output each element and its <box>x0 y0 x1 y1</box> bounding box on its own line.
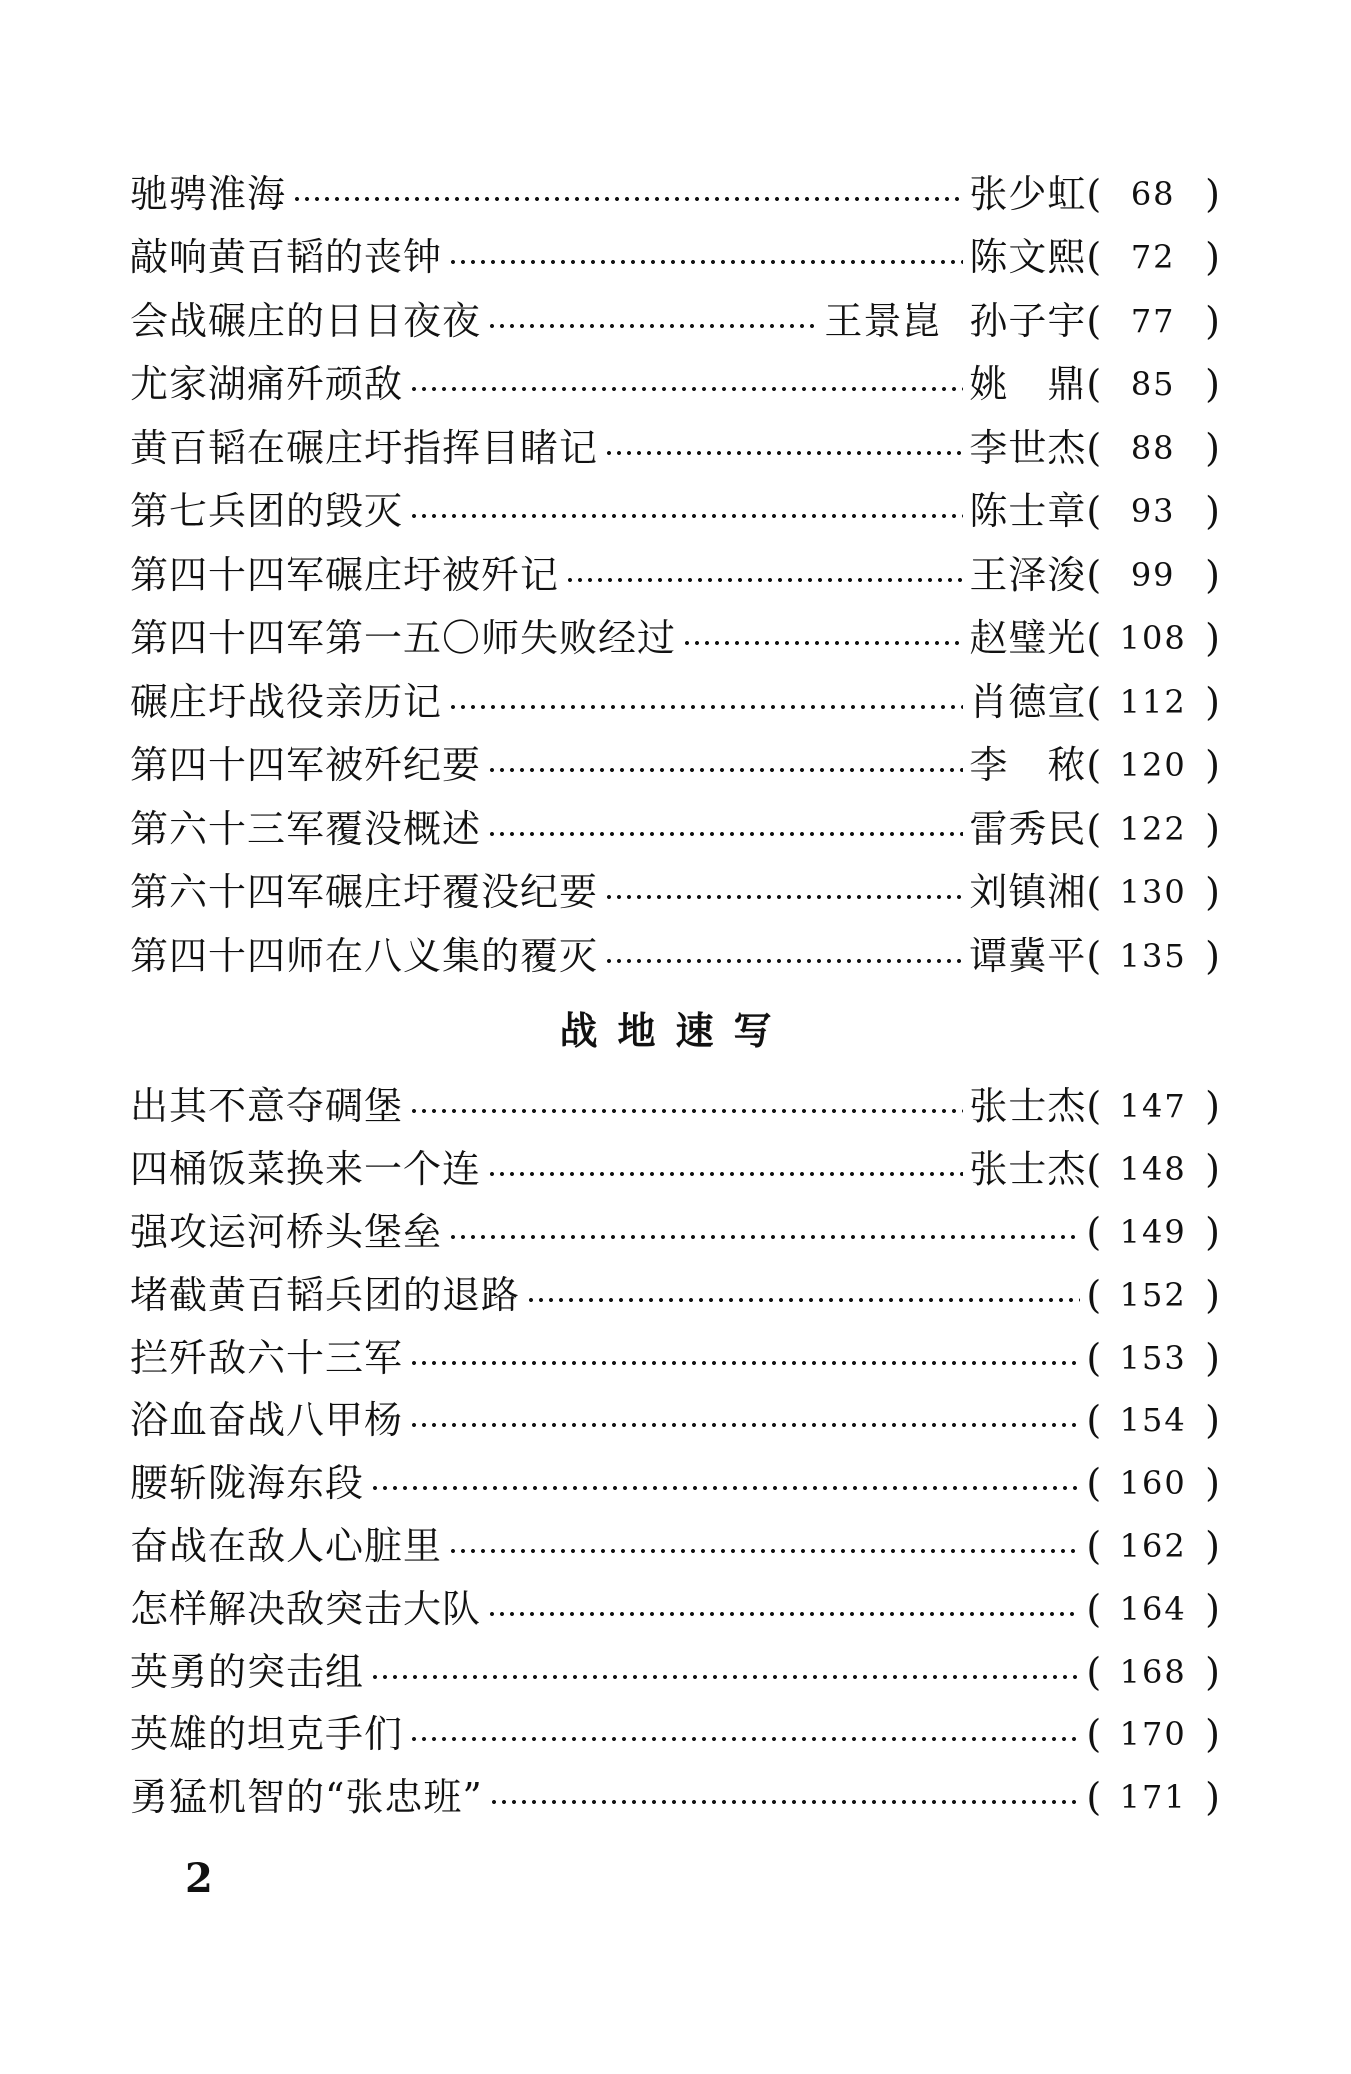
open-paren: ( <box>1086 1586 1102 1631</box>
toc-entry <box>130 1326 1220 1389</box>
entry-author: 谭冀平 <box>969 933 1087 978</box>
page-number: 2 <box>185 1855 213 1902</box>
toc-entry <box>130 1201 1220 1264</box>
toc-entry <box>130 1766 1220 1829</box>
entry-page-number: 171 <box>1119 1778 1187 1817</box>
dot-leader <box>487 322 818 330</box>
entry-page-number: 88 <box>1130 428 1176 467</box>
close-paren: ) <box>1205 1272 1220 1317</box>
toc-list-part2 <box>130 1075 1220 1829</box>
dot-leader <box>565 576 963 584</box>
dot-leader <box>489 1798 1080 1806</box>
entry-title: 第六十四军碾庄圩覆没纪要 <box>130 870 599 915</box>
entry-title: 勇猛机智的“张忠班” <box>130 1775 483 1820</box>
entry-page-number: 147 <box>1119 1087 1187 1126</box>
toc-entry <box>130 670 1220 734</box>
dot-leader <box>370 1484 1080 1492</box>
dot-leader <box>292 195 963 203</box>
entry-author: 姚 鼎 <box>969 362 1087 407</box>
section-heading: 战地速写 <box>559 1009 792 1053</box>
close-paren: ) <box>1205 743 1220 788</box>
entry-page-number: 130 <box>1119 873 1187 912</box>
dot-leader <box>487 1610 1080 1618</box>
entry-page-number: 135 <box>1119 936 1187 975</box>
close-paren: ) <box>1205 235 1220 280</box>
toc-entry <box>130 1703 1220 1766</box>
toc-entry <box>130 861 1220 925</box>
close-paren: ) <box>1205 1209 1220 1254</box>
close-paren: ) <box>1205 489 1220 534</box>
entry-title: 出其不意夺碉堡 <box>130 1084 404 1129</box>
dot-leader <box>448 1233 1080 1241</box>
close-paren: ) <box>1205 298 1220 343</box>
entry-author: 刘镇湘 <box>969 870 1087 915</box>
entry-page-number: 77 <box>1130 301 1176 340</box>
close-paren: ) <box>1205 933 1220 978</box>
entry-page-number: 112 <box>1119 682 1187 721</box>
toc-entry <box>130 1263 1220 1326</box>
entry-page-number: 152 <box>1119 1275 1187 1314</box>
toc-entry <box>130 924 1220 988</box>
open-paren: ( <box>1086 1775 1102 1820</box>
toc-entry <box>130 1640 1220 1703</box>
entry-title: 第七兵团的毁灭 <box>130 489 404 534</box>
close-paren: ) <box>1205 679 1220 724</box>
entry-title: 第四十四军碾庄圩被歼记 <box>130 552 560 597</box>
entry-page-number: 160 <box>1119 1464 1187 1503</box>
entry-page-number: 120 <box>1119 746 1187 785</box>
toc-entry <box>130 1138 1220 1201</box>
open-paren: ( <box>1086 743 1102 788</box>
dot-leader <box>487 1170 963 1178</box>
entry-page-number: 85 <box>1130 365 1176 404</box>
open-paren: ( <box>1086 1147 1102 1192</box>
toc-entry <box>130 1515 1220 1578</box>
toc-entry <box>130 480 1220 544</box>
dot-leader <box>409 1359 1080 1367</box>
entry-title: 会战碾庄的日日夜夜 <box>130 298 482 343</box>
entry-author: 肖德宣 <box>969 679 1087 724</box>
dot-leader <box>409 1421 1080 1429</box>
open-paren: ( <box>1086 425 1102 470</box>
toc-entry <box>130 1452 1220 1515</box>
open-paren: ( <box>1086 552 1102 597</box>
close-paren: ) <box>1205 552 1220 597</box>
entry-page-number: 68 <box>1130 174 1176 213</box>
open-paren: ( <box>1086 1398 1102 1443</box>
dot-leader <box>487 830 963 838</box>
close-paren: ) <box>1205 1775 1220 1820</box>
entry-page-number: 122 <box>1119 809 1187 848</box>
toc-entry <box>130 797 1220 861</box>
close-paren: ) <box>1205 616 1220 661</box>
open-paren: ( <box>1086 362 1102 407</box>
dot-leader <box>487 766 963 774</box>
entry-title: 第六十三军覆没概述 <box>130 806 482 851</box>
dot-leader <box>448 703 963 711</box>
entry-author: 赵璧光 <box>969 616 1087 661</box>
close-paren: ) <box>1205 362 1220 407</box>
close-paren: ) <box>1205 1461 1220 1506</box>
toc-entry <box>130 734 1220 798</box>
entry-title: 堵截黄百韬兵团的退路 <box>130 1272 521 1317</box>
entry-page-number: 170 <box>1119 1715 1187 1754</box>
entry-title: 敲响黄百韬的丧钟 <box>130 235 443 280</box>
close-paren: ) <box>1205 1147 1220 1192</box>
close-paren: ) <box>1205 1649 1220 1694</box>
entry-page-number: 99 <box>1130 555 1176 594</box>
entry-page-number: 93 <box>1130 492 1176 531</box>
close-paren: ) <box>1205 1335 1220 1380</box>
open-paren: ( <box>1086 489 1102 534</box>
entry-title: 英勇的突击组 <box>130 1649 365 1694</box>
entry-author: 王泽浚 <box>969 552 1087 597</box>
dot-leader <box>604 957 963 965</box>
dot-leader <box>604 449 963 457</box>
toc-entry <box>130 226 1220 290</box>
entry-page-number: 72 <box>1130 238 1176 277</box>
entry-title: 腰斩陇海东段 <box>130 1461 365 1506</box>
entry-title: 拦歼敌六十三军 <box>130 1335 404 1380</box>
close-paren: ) <box>1205 1523 1220 1568</box>
toc-entry <box>130 162 1220 226</box>
close-paren: ) <box>1205 1398 1220 1443</box>
entry-title: 驰骋淮海 <box>130 171 287 216</box>
dot-leader <box>409 1735 1080 1743</box>
dot-leader <box>370 1673 1080 1681</box>
close-paren: ) <box>1205 870 1220 915</box>
open-paren: ( <box>1086 933 1102 978</box>
entry-page-number: 149 <box>1119 1212 1187 1251</box>
open-paren: ( <box>1086 1523 1102 1568</box>
open-paren: ( <box>1086 1272 1102 1317</box>
entry-title: 第四十四军被歼纪要 <box>130 743 482 788</box>
toc-entry <box>130 1577 1220 1640</box>
entry-author: 孙子宇 <box>969 298 1087 343</box>
dot-leader <box>448 1547 1080 1555</box>
dot-leader <box>604 893 963 901</box>
close-paren: ) <box>1205 171 1220 216</box>
close-paren: ) <box>1205 806 1220 851</box>
entry-author: 陈士章 <box>969 489 1087 534</box>
dot-leader <box>526 1296 1080 1304</box>
toc-entry <box>130 289 1220 353</box>
toc-entry <box>130 353 1220 417</box>
dot-leader <box>409 385 963 393</box>
open-paren: ( <box>1086 1084 1102 1129</box>
open-paren: ( <box>1086 1335 1102 1380</box>
entry-page-number: 108 <box>1119 619 1187 658</box>
entry-page-number: 153 <box>1119 1338 1187 1377</box>
open-paren: ( <box>1086 870 1102 915</box>
dot-leader <box>448 258 963 266</box>
open-paren: ( <box>1086 679 1102 724</box>
entry-title: 黄百韬在碾庄圩指挥目睹记 <box>130 425 599 470</box>
toc-list-part1 <box>130 162 1220 988</box>
toc-entry <box>130 1389 1220 1452</box>
entry-author: 陈文熙 <box>969 235 1087 280</box>
open-paren: ( <box>1086 616 1102 661</box>
entry-author: 张少虹 <box>969 171 1087 216</box>
dot-leader <box>409 512 963 520</box>
close-paren: ) <box>1205 1084 1220 1129</box>
open-paren: ( <box>1086 806 1102 851</box>
open-paren: ( <box>1086 171 1102 216</box>
entry-title: 第四十四军第一五〇师失败经过 <box>130 616 677 661</box>
entry-coauthor: 王景崑 <box>824 298 942 343</box>
close-paren: ) <box>1205 1586 1220 1631</box>
entry-page-number: 148 <box>1119 1150 1187 1189</box>
entry-title: 尤家湖痛歼顽敌 <box>130 362 404 407</box>
entry-title: 强攻运河桥头堡垒 <box>130 1209 443 1254</box>
open-paren: ( <box>1086 1209 1102 1254</box>
entry-title: 浴血奋战八甲杨 <box>130 1398 404 1443</box>
open-paren: ( <box>1086 298 1102 343</box>
entry-author: 李 秾 <box>969 743 1087 788</box>
dot-leader <box>409 1107 963 1115</box>
entry-title: 怎样解决敌突击大队 <box>130 1586 482 1631</box>
entry-title: 英雄的坦克手们 <box>130 1712 404 1757</box>
toc-entry <box>130 1075 1220 1138</box>
close-paren: ) <box>1205 425 1220 470</box>
entry-author: 雷秀民 <box>969 806 1087 851</box>
open-paren: ( <box>1086 1461 1102 1506</box>
open-paren: ( <box>1086 1712 1102 1757</box>
toc-entry <box>130 416 1220 480</box>
open-paren: ( <box>1086 1649 1102 1694</box>
dot-leader <box>682 639 963 647</box>
entry-title: 奋战在敌人心脏里 <box>130 1523 443 1568</box>
entry-author: 张士杰 <box>969 1084 1087 1129</box>
entry-title: 碾庄圩战役亲历记 <box>130 679 443 724</box>
entry-page-number: 162 <box>1119 1526 1187 1565</box>
close-paren: ) <box>1205 1712 1220 1757</box>
entry-page-number: 168 <box>1119 1652 1187 1691</box>
toc-entry <box>130 543 1220 607</box>
entry-author: 李世杰 <box>969 425 1087 470</box>
entry-page-number: 164 <box>1119 1589 1187 1628</box>
entry-author: 张士杰 <box>969 1147 1087 1192</box>
entry-title: 第四十四师在八义集的覆灭 <box>130 933 599 978</box>
entry-page-number: 154 <box>1119 1401 1187 1440</box>
toc-entry <box>130 607 1220 671</box>
entry-title: 四桶饭菜换来一个连 <box>130 1147 482 1192</box>
open-paren: ( <box>1086 235 1102 280</box>
